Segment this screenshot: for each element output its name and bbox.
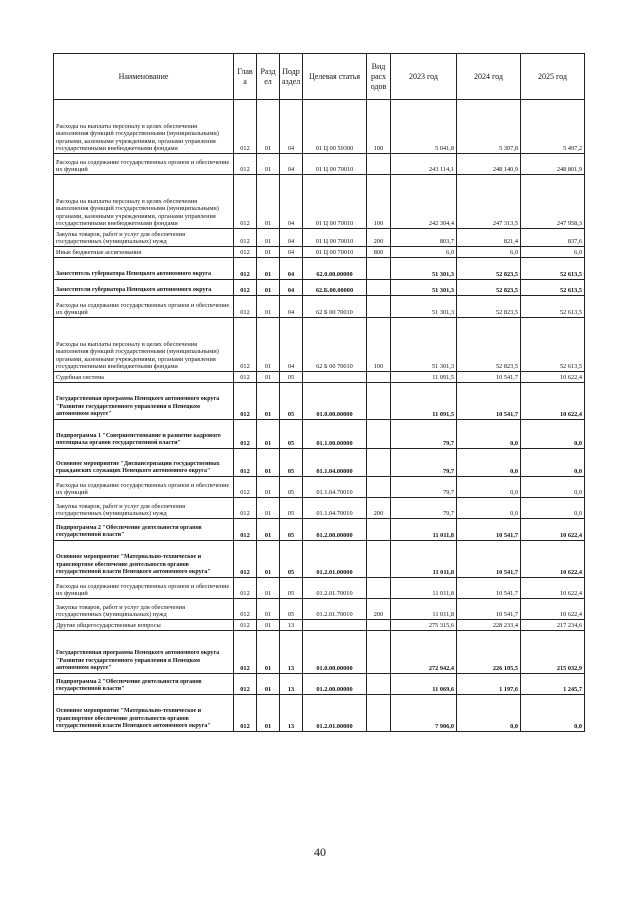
cell-cs: 01.1.00.00000 [303,420,367,449]
cell-pr: 13 [280,674,303,695]
cell-y2025: 0,0 [521,498,585,519]
cell-vr [367,631,391,674]
table-row [54,175,585,229]
header-2023: 2023 год [391,54,457,100]
cell-rz: 01 [257,154,280,175]
cell-cs: 62.0.00.00000 [303,258,367,280]
header-target-article: Целевая статья [303,54,367,100]
cell-gl: 012 [234,674,257,695]
cell-name: Государственная программа Ненецкого автономного округа "Развитие государственного управления в Ненецком автономном округе" [54,383,234,420]
cell-rz: 01 [257,498,280,519]
cell-gl: 012 [234,620,257,631]
cell-name: Расходы на выплаты персоналу в целях обеспечения выполнения функций государственными (муниципальными) органами, казенными учреждениями, органами управления государственными внебюджетными фондами [54,175,234,229]
cell-name: Заместители губернатора Ненецкого автономного округа [54,280,234,296]
table-header-row [54,54,585,100]
cell-y2024: 5 307,8 [457,100,521,154]
cell-cs: 01.2.00.00000 [303,674,367,695]
table-row [54,383,585,420]
cell-y2025: 10 622,4 [521,599,585,620]
cell-cs: 01 Ц 00 70010 [303,175,367,229]
cell-pr: 04 [280,247,303,258]
cell-y2025: 6,0 [521,247,585,258]
cell-cs: 01 Ц 00 70010 [303,247,367,258]
cell-rz: 01 [257,695,280,732]
cell-cs [303,620,367,631]
cell-y2023: 79,7 [391,498,457,519]
cell-rz: 01 [257,420,280,449]
cell-y2024: 10 541,7 [457,383,521,420]
cell-pr: 04 [280,175,303,229]
cell-y2025: 217 234,6 [521,620,585,631]
cell-pr: 04 [280,154,303,175]
budget-table [53,53,585,732]
cell-name: Закупка товаров, работ и услуг для обеспечения государственных (муниципальных) нужд [54,498,234,519]
cell-vr [367,449,391,477]
header-2024: 2024 год [457,54,521,100]
cell-rz: 01 [257,541,280,578]
table-row [54,620,585,631]
cell-cs: 01 Ц 00 70010 [303,154,367,175]
cell-y2025: 10 622,4 [521,372,585,383]
cell-pr: 05 [280,477,303,498]
cell-vr [367,620,391,631]
cell-rz: 01 [257,631,280,674]
cell-cs: 01.1.04.70010 [303,498,367,519]
cell-cs: 01.2.01.70010 [303,599,367,620]
cell-y2024: 226 105,5 [457,631,521,674]
cell-y2024: 10 541,7 [457,578,521,599]
cell-y2025: 10 622,4 [521,383,585,420]
cell-name: Подпрограмма 2 "Обеспечение деятельности органов государственной власти" [54,519,234,541]
cell-y2023: 6,0 [391,247,457,258]
page-number: 40 [314,845,326,859]
cell-y2024: 10 541,7 [457,599,521,620]
cell-vr [367,258,391,280]
cell-pr: 05 [280,519,303,541]
cell-y2025: 52 613,5 [521,280,585,296]
cell-name: Расходы на содержание государственных органов и обеспечение их функций [54,296,234,318]
cell-rz: 01 [257,519,280,541]
cell-gl: 012 [234,100,257,154]
cell-gl: 012 [234,498,257,519]
cell-pr: 13 [280,620,303,631]
table-row [54,498,585,519]
cell-pr: 05 [280,372,303,383]
cell-pr: 04 [280,318,303,372]
cell-vr: 100 [367,100,391,154]
header-podrazdel: Подр аздел [280,54,303,100]
cell-rz: 01 [257,477,280,498]
cell-name: Закупка товаров, работ и услуг для обеспечения государственных (муниципальных) нужд [54,599,234,620]
cell-y2025: 0,0 [521,695,585,732]
cell-y2024: 52 823,5 [457,296,521,318]
cell-cs: 01.0.00.00000 [303,631,367,674]
cell-y2025: 5 497,2 [521,100,585,154]
cell-y2024: 0,0 [457,477,521,498]
cell-vr: 200 [367,229,391,247]
cell-gl: 012 [234,229,257,247]
cell-cs: 62 Б 00 70010 [303,318,367,372]
cell-y2023: 11 069,6 [391,674,457,695]
cell-gl: 012 [234,280,257,296]
cell-rz: 01 [257,100,280,154]
cell-y2023: 275 315,6 [391,620,457,631]
table-row [54,541,585,578]
cell-y2025: 215 032,9 [521,631,585,674]
table-row [54,674,585,695]
cell-y2023: 79,7 [391,477,457,498]
cell-y2023: 242 304,4 [391,175,457,229]
cell-y2025: 0,0 [521,477,585,498]
cell-vr [367,477,391,498]
cell-y2024: 52 823,5 [457,280,521,296]
cell-rz: 01 [257,247,280,258]
cell-y2024: 0,0 [457,498,521,519]
cell-y2023: 11 011,8 [391,519,457,541]
cell-y2023: 7 906,0 [391,695,457,732]
cell-y2023: 5 041,8 [391,100,457,154]
cell-rz: 01 [257,229,280,247]
cell-gl: 012 [234,631,257,674]
cell-y2025: 1 245,7 [521,674,585,695]
header-name: Наименование [54,54,234,100]
cell-gl: 012 [234,420,257,449]
cell-cs: 01.2.01.00000 [303,695,367,732]
cell-gl: 012 [234,383,257,420]
cell-vr [367,674,391,695]
cell-vr: 800 [367,247,391,258]
cell-name: Расходы на содержание государственных органов и обеспечение их функций [54,578,234,599]
cell-gl: 012 [234,519,257,541]
cell-y2024: 821,4 [457,229,521,247]
cell-y2024: 248 140,9 [457,154,521,175]
cell-y2024: 6,0 [457,247,521,258]
table-row [54,695,585,732]
cell-name: Расходы на содержание государственных органов и обеспечение их функций [54,154,234,175]
cell-y2024: 0,0 [457,695,521,732]
cell-cs: 01.2.01.00000 [303,541,367,578]
cell-cs: 01.1.04.00000 [303,449,367,477]
cell-name: Иные бюджетные ассигнования [54,247,234,258]
cell-y2024: 0,0 [457,449,521,477]
cell-name: Расходы на содержание государственных органов и обеспечение их функций [54,477,234,498]
cell-pr: 05 [280,498,303,519]
table-row [54,420,585,449]
cell-y2024: 52 823,5 [457,318,521,372]
cell-gl: 012 [234,372,257,383]
cell-y2023: 79,7 [391,420,457,449]
table-row [54,578,585,599]
cell-gl: 012 [234,154,257,175]
cell-y2023: 272 942,4 [391,631,457,674]
cell-name: Расходы на выплаты персоналу в целях обеспечения выполнения функций государственными (муниципальными) органами, казенными учреждениями, органами управления государственными внебюджетными фондами [54,100,234,154]
cell-vr [367,695,391,732]
cell-pr: 04 [280,258,303,280]
cell-y2025: 248 801,9 [521,154,585,175]
cell-pr: 05 [280,449,303,477]
cell-rz: 01 [257,578,280,599]
cell-rz: 01 [257,372,280,383]
cell-y2025: 10 622,4 [521,541,585,578]
cell-vr [367,372,391,383]
cell-y2023: 51 301,3 [391,258,457,280]
cell-vr [367,280,391,296]
cell-name: Расходы на выплаты персоналу в целях обеспечения выполнения функций государственными (муниципальными) органами, казенными учреждениями, органами управления государственными внебюджетными фондами [54,318,234,372]
cell-cs [303,372,367,383]
cell-rz: 01 [257,296,280,318]
cell-vr: 100 [367,318,391,372]
cell-rz: 01 [257,599,280,620]
cell-y2023: 243 114,1 [391,154,457,175]
cell-rz: 01 [257,449,280,477]
table-row [54,229,585,247]
table-row [54,154,585,175]
cell-pr: 05 [280,383,303,420]
cell-vr [367,578,391,599]
table-row [54,599,585,620]
cell-name: Государственная программа Ненецкого автономного округа "Развитие государственного управления в Ненецком автономном округе" [54,631,234,674]
cell-rz: 01 [257,318,280,372]
cell-pr: 05 [280,599,303,620]
cell-name: Основное мероприятие "Материально-техническое и транспортное обеспечение деятельности органов государственной власти Ненецкого автономного округа" [54,695,234,732]
cell-pr: 05 [280,578,303,599]
cell-y2025: 837,6 [521,229,585,247]
cell-y2024: 1 197,6 [457,674,521,695]
cell-gl: 012 [234,175,257,229]
cell-vr [367,420,391,449]
cell-rz: 01 [257,620,280,631]
cell-gl: 012 [234,247,257,258]
cell-y2025: 10 622,4 [521,578,585,599]
table-row [54,258,585,280]
cell-y2025: 52 613,5 [521,258,585,280]
cell-vr [367,519,391,541]
cell-y2023: 11 091,5 [391,372,457,383]
cell-y2025: 52 613,5 [521,318,585,372]
cell-pr: 05 [280,541,303,578]
cell-vr [367,383,391,420]
header-2025: 2025 год [521,54,585,100]
cell-y2025: 52 613,5 [521,296,585,318]
cell-gl: 012 [234,296,257,318]
cell-gl: 012 [234,599,257,620]
cell-rz: 01 [257,674,280,695]
cell-cs: 01 Ц 00 70010 [303,229,367,247]
cell-name: Закупка товаров, работ и услуг для обеспечения государственных (муниципальных) нужд [54,229,234,247]
cell-name: Подпрограмма 1 "Совершенствование и развитие кадрового потенциала органов государственной власти" [54,420,234,449]
header-expense-type: Вид расх одов [367,54,391,100]
table-row [54,100,585,154]
table-row [54,296,585,318]
cell-y2025: 10 622,4 [521,519,585,541]
cell-name: Другие общегосударственные вопросы [54,620,234,631]
cell-cs: 62 Б 00 70010 [303,296,367,318]
table-row [54,280,585,296]
cell-gl: 012 [234,477,257,498]
header-glava: Глав а [234,54,257,100]
cell-pr: 05 [280,420,303,449]
cell-pr: 04 [280,296,303,318]
cell-y2024: 0,0 [457,420,521,449]
cell-y2025: 247 958,3 [521,175,585,229]
cell-pr: 13 [280,631,303,674]
cell-pr: 04 [280,229,303,247]
table-row [54,449,585,477]
cell-cs: 62.Б.00.00000 [303,280,367,296]
cell-name: Судебная система [54,372,234,383]
cell-y2023: 11 091,5 [391,383,457,420]
cell-y2024: 10 541,7 [457,541,521,578]
table-row [54,477,585,498]
cell-gl: 012 [234,695,257,732]
table-row [54,318,585,372]
cell-y2023: 11 011,8 [391,599,457,620]
cell-cs: 01.2.01.70010 [303,578,367,599]
cell-name: Основное мероприятие "Диспансеризация государственных гражданских служащих Ненецкого автономного округа" [54,449,234,477]
cell-vr: 100 [367,175,391,229]
cell-y2023: 79,7 [391,449,457,477]
cell-cs: 01.1.04.70010 [303,477,367,498]
cell-y2024: 52 823,5 [457,258,521,280]
cell-cs: 01.0.00.00000 [303,383,367,420]
cell-rz: 01 [257,258,280,280]
cell-y2023: 51 301,3 [391,318,457,372]
cell-y2024: 10 541,7 [457,519,521,541]
cell-pr: 04 [280,280,303,296]
table-row [54,519,585,541]
cell-vr: 200 [367,498,391,519]
cell-pr: 04 [280,100,303,154]
cell-name: Подпрограмма 2 "Обеспечение деятельности органов государственной власти" [54,674,234,695]
cell-vr [367,541,391,578]
cell-rz: 01 [257,280,280,296]
cell-gl: 012 [234,578,257,599]
cell-gl: 012 [234,541,257,578]
table-row [54,372,585,383]
cell-name: Основное мероприятие "Материально-техническое и транспортное обеспечение деятельности органов государственной власти Ненецкого автономного округа" [54,541,234,578]
table-row [54,631,585,674]
cell-rz: 01 [257,175,280,229]
cell-y2024: 10 541,7 [457,372,521,383]
header-razdel: Разд ел [257,54,280,100]
cell-y2023: 11 011,8 [391,578,457,599]
cell-y2024: 247 313,5 [457,175,521,229]
cell-y2023: 803,7 [391,229,457,247]
cell-y2023: 11 011,8 [391,541,457,578]
cell-cs: 01.2.00.00000 [303,519,367,541]
cell-vr [367,154,391,175]
cell-y2025: 0,0 [521,449,585,477]
cell-gl: 012 [234,318,257,372]
cell-vr: 200 [367,599,391,620]
cell-gl: 012 [234,449,257,477]
cell-y2023: 51 301,3 [391,296,457,318]
cell-vr [367,296,391,318]
cell-gl: 012 [234,258,257,280]
table-row [54,247,585,258]
cell-y2024: 228 233,4 [457,620,521,631]
cell-y2025: 0,0 [521,420,585,449]
cell-y2023: 51 301,3 [391,280,457,296]
cell-name: Заместитель губернатора Ненецкого автономного округа [54,258,234,280]
cell-cs: 01 Ц 00 59300 [303,100,367,154]
cell-rz: 01 [257,383,280,420]
cell-pr: 13 [280,695,303,732]
